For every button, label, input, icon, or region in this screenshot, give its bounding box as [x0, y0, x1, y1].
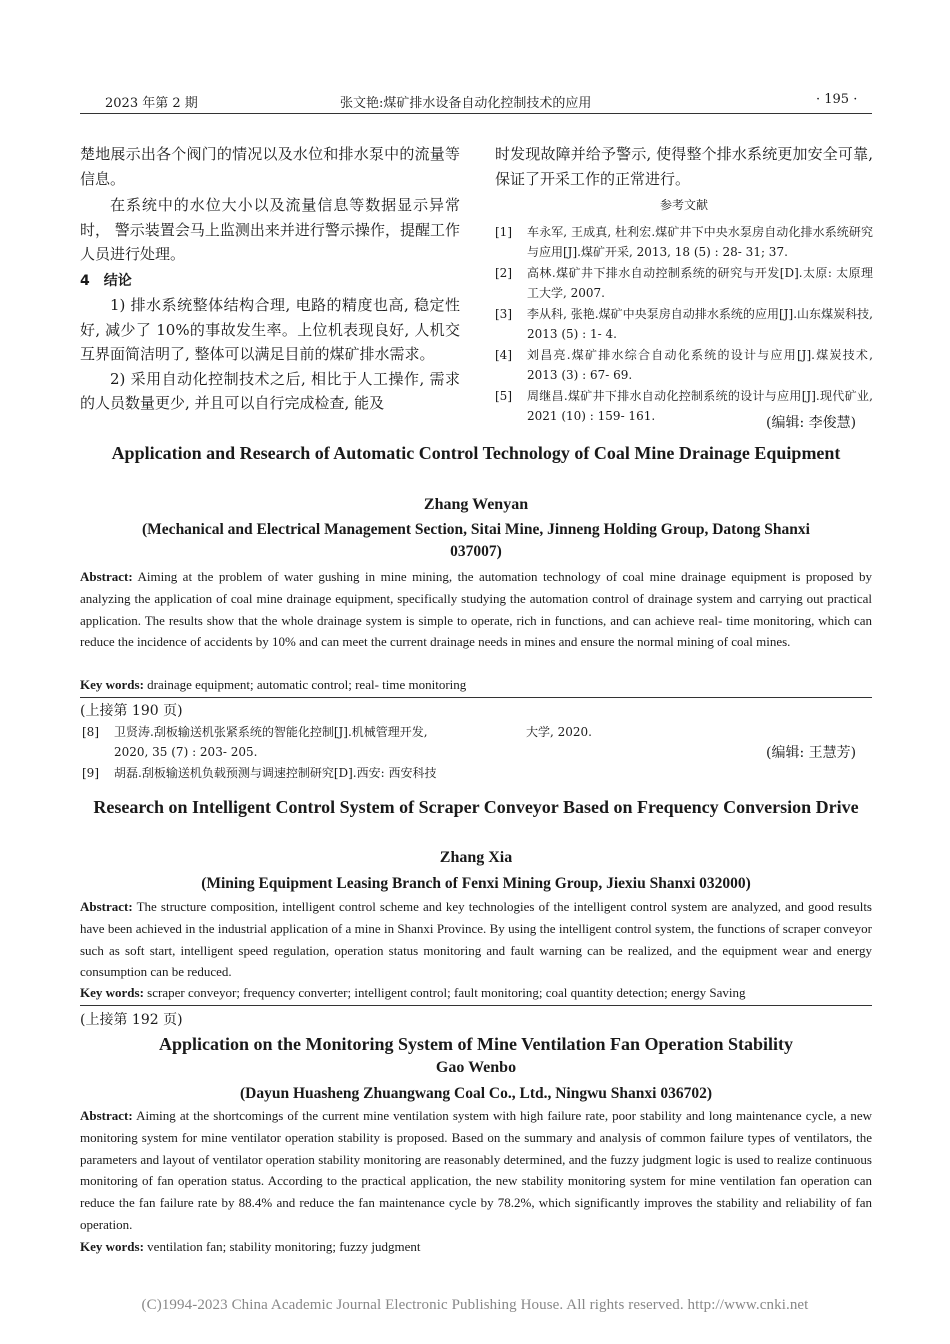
- reference-text: 周继昌.煤矿井下排水自动化控制系统的设计与应用[J].现代矿业, 2021 (10) : 159- 161.: [527, 388, 873, 423]
- abstract-label: Abstract:: [80, 1108, 133, 1123]
- continued-reference-text: 2020, 35 (7) : 203- 205.: [114, 745, 258, 759]
- article2-author: Zhang Xia: [439, 849, 513, 866]
- copyright-footer: (C)1994-2023 China Academic Journal Electronic Publishing House. All rights reserved. http://www.cnki.net: [141, 1297, 809, 1313]
- reference-item: [495, 304, 873, 345]
- reference-text: 车永军, 王成真, 杜利宏.煤矿井下中央水泵房自动化排水系统研究与应用[J].煤矿开采, 2013, 18 (5) : 28- 31; 37.: [527, 224, 873, 259]
- article3-author: Gao Wenbo: [435, 1059, 517, 1076]
- right-column: [495, 142, 873, 427]
- keywords-label: Key words:: [80, 1239, 144, 1254]
- abstract-text: Aiming at the problem of water gushing in mine mining, the automation technology of coal mine drainage equipment is proposed by analyzing the application of coal mine drainage equipment, specifically studying the automation control of drainage system and carrying out practical application. The results show that the whole drainage system is simple to operate, rich in functions, and can achieve real- time monitoring, which can reduce the incidence of accidents by 10% and can meet the current drainage needs in mines and ensure the normal mining of coal mines.: [80, 569, 872, 650]
- continued-reference-tail: 大学, 2020.: [526, 725, 592, 739]
- conclusion-point-2: 2) 采用自动化控制技术之后, 相比于人工操作, 需求的人员数量更少, 并且可以自行完成检查, 能及: [80, 369, 460, 412]
- right-paragraph-1: 时发现故障并给予警示, 使得整个排水系统更加安全可靠, 保证了开采工作的正常进行。: [495, 145, 873, 188]
- keywords-text: drainage equipment; automatic control; real- time monitoring: [143, 677, 467, 692]
- reference-text: 刘昌亮.煤矿排水综合自动化系统的设计与应用[J].煤炭技术, 2013 (3) : 67- 69.: [527, 347, 873, 382]
- editor-credit-1: (编辑: 李俊慧): [766, 415, 857, 431]
- reference-text: 李从科, 张艳.煤矿中央泵房自动排水系统的应用[J].山东煤炭科技, 2013 (5) : 1- 4.: [527, 306, 873, 341]
- reference-number: [3]: [495, 306, 512, 321]
- reference-number: [5]: [495, 388, 512, 403]
- continued-reference-text: 卫贤涛.刮板输送机张紧系统的智能化控制[J].机械管理开发,: [114, 725, 428, 739]
- article3-abstract: [80, 1105, 872, 1236]
- continued-from-192: (上接第 192 页): [80, 1012, 183, 1028]
- reference-number: [2]: [495, 265, 512, 280]
- article3-affiliation: (Dayun Huasheng Zhuangwang Coal Co., Ltd., Ningwu Shanxi 036702): [239, 1085, 713, 1102]
- keywords-label: Key words:: [80, 677, 144, 692]
- header-page-number: · 195 ·: [816, 92, 858, 107]
- keywords-label: Key words:: [80, 985, 144, 1000]
- reference-item: [495, 345, 873, 386]
- header-rule: [80, 113, 872, 114]
- section-rule: [80, 697, 872, 698]
- header-running-title: 张文艳:煤矿排水设备自动化控制技术的应用: [340, 96, 592, 111]
- left-paragraph-1: 楚地展示出各个阀门的情况以及水位和排水泵中的流量等信息。: [80, 145, 460, 188]
- reference-item: [495, 263, 873, 304]
- abstract-label: Abstract:: [80, 899, 133, 914]
- article2-affiliation: (Mining Equipment Leasing Branch of Fenxi Mining Group, Jiexiu Shanxi 032000): [201, 875, 751, 892]
- continued-reference-number: [9]: [82, 766, 99, 780]
- article3-title: Application on the Monitoring System of Mine Ventilation Fan Operation Stability: [158, 1034, 794, 1054]
- conclusion-point-1: 1) 排水系统整体结构合理, 电路的精度也高, 稳定性好, 减少了 10%的事故发生率。上位机表现良好, 人机交互界面简洁明了, 整体可以满足目前的煤矿排水需求。: [80, 296, 460, 363]
- article1-affiliation: (Mechanical and Electrical Management Section, Sitai Mine, Jinneng Holding Group, Datong Shanxi 037007): [142, 521, 810, 560]
- left-paragraph-2: 在系统中的水位大小以及流量信息等数据显示异常时， 警示装置会马上监测出来并进行警示操作，提醒工作人员进行处理。: [80, 196, 460, 263]
- article2-title: Research on Intelligent Control System of Scraper Conveyor Based on Frequency Conversion Drive: [93, 797, 859, 817]
- editor-credit-2: (编辑: 王慧芳): [766, 745, 857, 761]
- abstract-text: The structure composition, intelligent control scheme and key technologies of the intelligent control system are analyzed, and good results have been achieved in the industrial application of a mine in Shanxi Province. By using the intelligent control system, the functions of scraper conveyor such as soft start, intelligent speed regulation, operation status monitoring and fault warning can be realized, and the equipment wear and energy consumption can be reduced.: [80, 899, 872, 980]
- section-rule: [80, 1005, 872, 1006]
- article3-keywords: [80, 1239, 872, 1255]
- article1-author: Zhang Wenyan: [423, 496, 529, 513]
- continued-reference-text: 胡磊.刮板输送机负载预测与调速控制研究[D].西安: 西安科技: [114, 766, 437, 780]
- article2-abstract: [80, 896, 872, 983]
- continued-from-190: (上接第 190 页): [80, 703, 183, 719]
- left-column: [80, 142, 460, 416]
- reference-text: 高林.煤矿井下排水自动控制系统的研究与开发[D].太原: 太原理工大学, 2007.: [527, 265, 873, 300]
- article1-title: Application and Research of Automatic Control Technology of Coal Mine Drainage Equipment: [111, 443, 841, 463]
- abstract-label: Abstract:: [80, 569, 133, 584]
- reference-number: [1]: [495, 224, 512, 239]
- continued-reference-number: [8]: [82, 725, 99, 739]
- article1-abstract: [80, 566, 872, 653]
- keywords-text: ventilation fan; stability monitoring; fuzzy judgment: [143, 1239, 421, 1254]
- article1-keywords: [80, 677, 872, 693]
- reference-number: [4]: [495, 347, 512, 362]
- keywords-text: scraper conveyor; frequency converter; intelligent control; fault monitoring; coal quantity detection; energy Saving: [143, 985, 746, 1000]
- section-heading-conclusion: 4 结论: [80, 272, 132, 289]
- article2-keywords: [80, 985, 872, 1001]
- reference-item: [495, 222, 873, 263]
- references-heading: 参考文献: [659, 198, 708, 212]
- header-issue: 2023 年第 2 期: [105, 96, 198, 111]
- abstract-text: Aiming at the shortcomings of the current mine ventilation system with high failure rate, poor stability and long maintenance cycle, a new monitoring system for mine ventilator operation stability is proposed. Based on the summary and analysis of common failure types of ventilators, the parameters and layout of ventilator operation stability monitoring are reasonably determined, and the fuzzy judgment logic is used to realize continuous monitoring of fan operation status. According to the practical application, the new stability monitoring system for mine ventilation fan operation can reduce the fan failure rate by 88.4% and reduce the fan maintenance cycle by 78.2%, which significantly improves the stability and reliability of fan operation.: [80, 1108, 872, 1232]
